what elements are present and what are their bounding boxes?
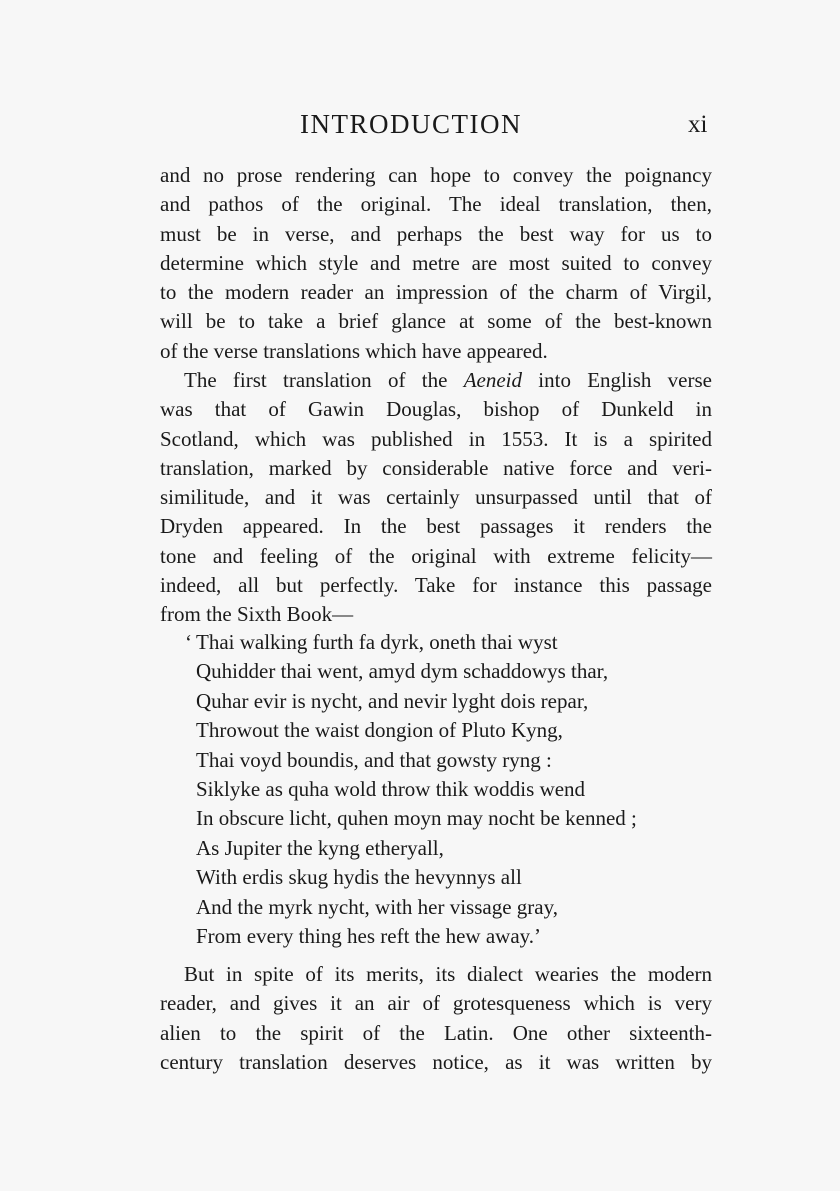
text-line: must be in verse, and perhaps the best way for us to	[160, 221, 712, 246]
text-line: will be to take a brief glance at some of the best-known	[160, 309, 712, 334]
text-line: of the verse translations which have appeared.	[160, 338, 548, 363]
text-line: to the modern reader an impression of the charm of Virgil,	[160, 280, 712, 305]
text-line: and no prose rendering can hope to convey the poignancy	[160, 163, 712, 187]
verse-text: Throwout the waist dongion of Pluto Kyng,	[196, 718, 563, 743]
running-header-title: INTRODUCTION	[300, 109, 522, 139]
verse-text: And the myrk nycht, with her vissage gray,	[196, 894, 558, 919]
italic-title: Aeneid	[463, 368, 522, 392]
verse-text: Thai voyd boundis, and that gowsty ryng :	[196, 747, 552, 772]
verse-line	[168, 746, 637, 775]
verse-line	[168, 922, 637, 951]
text-line: was that of Gawin Douglas, bishop of Dunkeld in	[160, 397, 712, 422]
paragraph-douglas	[160, 366, 712, 630]
verse-text: In obscure licht, quhen moyn may nocht be kenned ;	[196, 806, 637, 831]
verse-line	[168, 893, 637, 922]
text-line: translation, marked by considerable native force and veri-	[160, 455, 712, 480]
text-line: similitude, and it was certainly unsurpassed until that of	[160, 485, 712, 510]
text-line: Dryden appeared. In the best passages it renders the	[160, 514, 712, 539]
verse-line	[168, 775, 637, 804]
verse-text: With erdis skug hydis the hevynnys all	[196, 865, 522, 890]
verse-line	[168, 804, 637, 833]
verse-line	[168, 657, 637, 686]
text-line: century translation deserves notice, as it was written by	[160, 1049, 712, 1074]
verse-text: Quhidder thai went, amyd dym schaddowys thar,	[196, 659, 609, 684]
paragraph-continued	[160, 161, 712, 366]
text-line: and pathos of the original. The ideal translation, then,	[160, 192, 712, 217]
verse-quotation	[168, 628, 637, 951]
verse-text: From every thing hes reft the hew away.’	[196, 923, 542, 948]
text-line: indeed, all but perfectly. Take for instance this passage	[160, 573, 712, 598]
verse-text: As Jupiter the kyng etheryall,	[196, 835, 444, 860]
verse-text: Siklyke as quha wold throw thik woddis wend	[196, 776, 586, 801]
text-line: alien to the spirit of the Latin. One other sixteenth-	[160, 1020, 712, 1045]
text-line: Scotland, which was published in 1553. It is a spirited	[160, 426, 712, 451]
verse-text: Quhar evir is nycht, and nevir lyght dois repar,	[196, 688, 589, 713]
text-line: But in spite of its merits, its dialect wearies the modern	[184, 962, 712, 986]
text-line: tone and feeling of the original with extreme felicity—	[160, 543, 712, 568]
text-span: The first translation of the	[184, 368, 464, 392]
text-line: reader, and gives it an air of grotesqueness which is very	[160, 991, 712, 1016]
text-line: from the Sixth Book—	[160, 602, 354, 627]
verse-line	[168, 863, 637, 892]
open-quote: ‘	[185, 630, 192, 654]
verse-line	[168, 834, 637, 863]
text-line: determine which style and metre are most suited to convey	[160, 250, 712, 275]
verse-line	[168, 687, 637, 716]
verse-text: Thai walking furth fa dyrk, oneth thai wyst	[196, 630, 558, 654]
page-number: xi	[688, 111, 708, 138]
paragraph-dialect	[160, 960, 712, 1077]
text-span: into English verse	[522, 368, 712, 392]
verse-line	[168, 716, 637, 745]
verse-line	[168, 628, 637, 657]
text-line	[160, 366, 712, 395]
